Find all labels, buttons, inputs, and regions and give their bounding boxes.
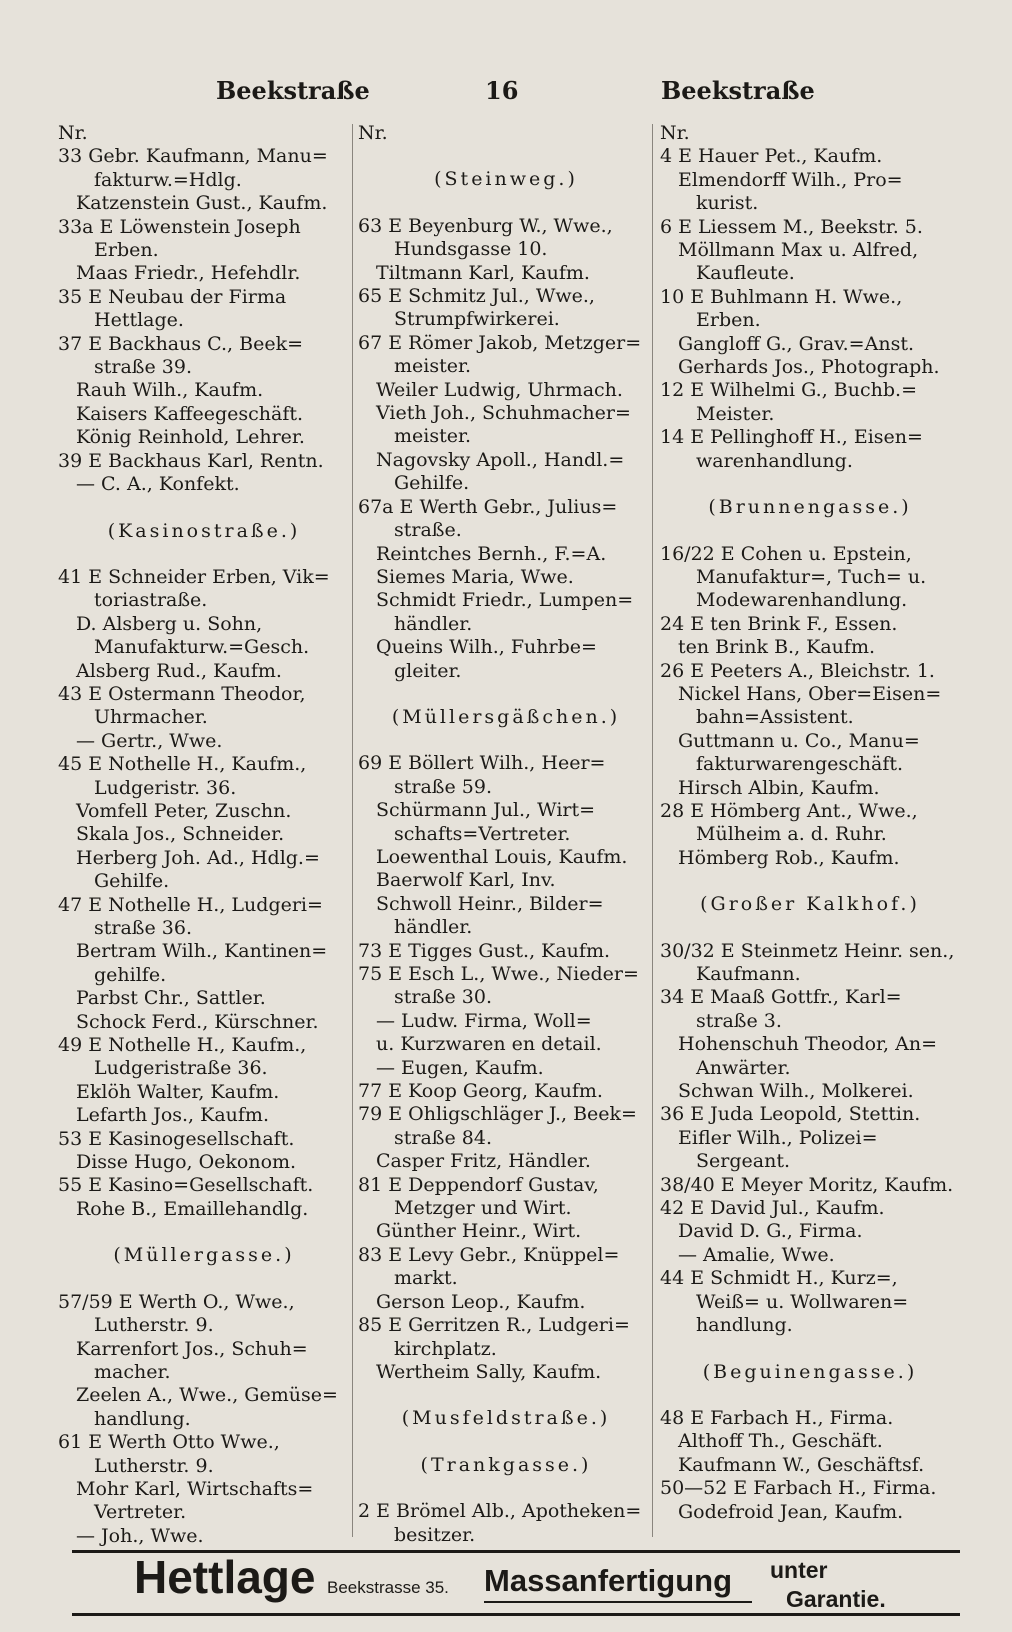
directory-line: Nagovsky Apoll., Handl.= bbox=[376, 448, 625, 471]
directory-line: 37 E Backhaus C., Beek= bbox=[58, 332, 304, 355]
directory-line: 33 Gebr. Kaufmann, Manu= bbox=[58, 145, 328, 168]
directory-line: ten Brink B., Kaufm. bbox=[678, 636, 875, 659]
directory-line: handlung. bbox=[696, 1314, 793, 1337]
directory-line: — Ludw. Firma, Woll= bbox=[376, 1009, 592, 1032]
section-heading: (Musfeldstraße.) bbox=[401, 1407, 611, 1430]
directory-line: Modewarenhandlung. bbox=[696, 589, 908, 612]
directory-line: — Eugen, Kaufm. bbox=[376, 1056, 544, 1079]
directory-line: Weiler Ludwig, Uhrmach. bbox=[376, 378, 623, 401]
directory-line: 55 E Kasino=Gesellschaft. bbox=[58, 1174, 314, 1197]
directory-line: Guttmann u. Co., Manu= bbox=[678, 729, 920, 752]
ad-service: Massanfertigung bbox=[484, 1563, 733, 1598]
directory-line: Mülheim a. d. Ruhr. bbox=[696, 823, 887, 846]
directory-line: 57/59 E Werth O., Wwe., bbox=[58, 1290, 295, 1313]
directory-line: meister. bbox=[394, 355, 472, 378]
directory-line: Zeelen A., Wwe., Gemüse= bbox=[76, 1384, 338, 1407]
directory-line: 6 E Liessem M., Beekstr. 5. bbox=[660, 215, 923, 238]
directory-line: Lefarth Jos., Kaufm. bbox=[76, 1104, 269, 1127]
directory-line: 63 E Beyenburg W., Wwe., bbox=[358, 214, 613, 237]
directory-line: 81 E Deppendorf Gustav, bbox=[358, 1173, 599, 1196]
directory-line: 16/22 E Cohen u. Epstein, bbox=[660, 542, 912, 565]
column-number-label: Nr. bbox=[58, 122, 88, 144]
directory-line: 47 E Nothelle H., Ludgeri= bbox=[58, 893, 323, 916]
directory-line: Parbst Chr., Sattler. bbox=[76, 987, 266, 1010]
directory-line: Möllmann Max u. Alfred, bbox=[678, 239, 919, 262]
directory-line: Schmidt Friedr., Lumpen= bbox=[376, 589, 634, 612]
directory-line: Uhrmacher. bbox=[94, 706, 208, 729]
spacer bbox=[58, 1221, 350, 1244]
directory-line: gleiter. bbox=[394, 659, 462, 682]
directory-line: 36 E Juda Leopold, Stettin. bbox=[660, 1103, 921, 1126]
directory-line: straße 84. bbox=[394, 1126, 492, 1149]
directory-line: händler. bbox=[394, 612, 473, 635]
directory-line: 43 E Ostermann Theodor, bbox=[58, 682, 306, 705]
directory-line: 69 E Böllert Wilh., Heer= bbox=[358, 752, 606, 775]
directory-line: Gangloff G., Grav.=Anst. bbox=[678, 332, 914, 355]
directory-line: Schwoll Heinr., Bilder= bbox=[376, 892, 604, 915]
directory-line: Siemes Maria, Wwe. bbox=[376, 565, 574, 588]
spacer bbox=[58, 497, 350, 520]
directory-line: 75 E Esch L., Wwe., Nieder= bbox=[358, 963, 639, 985]
directory-line: 77 E Koop Georg, Kaufm. bbox=[358, 1080, 603, 1103]
directory-line: 28 E Hömberg Ant., Wwe., bbox=[660, 799, 918, 822]
directory-line: Erben. bbox=[696, 309, 761, 332]
directory-line: 34 E Maaß Gottfr., Karl= bbox=[660, 986, 902, 1009]
directory-line: Herberg Joh. Ad., Hdlg.= bbox=[76, 846, 320, 869]
spacer bbox=[660, 520, 960, 543]
directory-line: Casper Fritz, Händler. bbox=[376, 1150, 591, 1173]
directory-line: Vomfell Peter, Zuschn. bbox=[76, 799, 292, 822]
ad-under-text: unter bbox=[770, 1557, 828, 1583]
section-heading: (Kasinostraße.) bbox=[107, 519, 301, 542]
spacer bbox=[358, 1384, 654, 1407]
directory-line: 4 E Hauer Pet., Kaufm. bbox=[660, 145, 883, 168]
directory-line: meister. bbox=[394, 425, 472, 448]
column-number-label: Nr. bbox=[660, 122, 690, 144]
directory-line: Disse Hugo, Oekonom. bbox=[76, 1151, 297, 1174]
directory-line: Vertreter. bbox=[94, 1501, 187, 1524]
directory-line: Kaufmann. bbox=[696, 963, 801, 985]
directory-line: markt. bbox=[394, 1267, 458, 1290]
directory-line: straße 30. bbox=[394, 986, 492, 1009]
spacer bbox=[660, 473, 960, 496]
spacer bbox=[660, 917, 960, 940]
directory-line: 39 E Backhaus Karl, Rentn. bbox=[58, 449, 324, 472]
directory-line: Hundsgasse 10. bbox=[394, 238, 548, 261]
directory-line: Tiltmann Karl, Kaufm. bbox=[376, 261, 590, 284]
directory-line: Manufaktur=, Tuch= u. bbox=[696, 565, 927, 588]
directory-line: Erben. bbox=[94, 239, 159, 262]
directory-line: König Reinhold, Lehrer. bbox=[76, 426, 305, 449]
directory-line: Maas Friedr., Hefehdlr. bbox=[76, 262, 301, 285]
directory-line: 10 E Buhlmann H. Wwe., bbox=[660, 285, 903, 308]
column-left bbox=[58, 122, 350, 1548]
spacer bbox=[358, 683, 654, 706]
directory-line: schafts=Vertreter. bbox=[394, 822, 571, 845]
section-heading: (Trankgasse.) bbox=[420, 1453, 592, 1476]
directory-line: Godefroid Jean, Kaufm. bbox=[678, 1500, 904, 1523]
directory-line: Queins Wilh., Fuhrbe= bbox=[376, 636, 597, 659]
directory-line: 83 E Levy Gebr., Knüppel= bbox=[358, 1243, 620, 1266]
directory-line: 26 E Peeters A., Bleichstr. 1. bbox=[660, 659, 935, 682]
directory-line: Elmendorff Wilh., Pro= bbox=[678, 168, 903, 191]
directory-line: 35 E Neubau der Firma bbox=[58, 285, 287, 308]
directory-line: — C. A., Konfekt. bbox=[76, 473, 240, 496]
directory-line: fakturwarengeschäft. bbox=[696, 753, 904, 776]
ad-guarantee-text: Garantie. bbox=[786, 1586, 886, 1612]
directory-line: — Gertr., Wwe. bbox=[76, 729, 223, 752]
ad-underline bbox=[484, 1601, 752, 1603]
section-heading: (Beguinengasse.) bbox=[702, 1360, 918, 1383]
spacer bbox=[660, 1338, 960, 1361]
directory-line: toriastraße. bbox=[94, 589, 208, 612]
directory-line: bahn=Assistent. bbox=[696, 706, 854, 729]
directory-line: 67a E Werth Gebr., Julius= bbox=[358, 495, 618, 518]
directory-line: Mohr Karl, Wirtschafts= bbox=[76, 1477, 314, 1500]
directory-line: D. Alsberg u. Sohn, bbox=[76, 612, 263, 635]
directory-line: 50—52 E Farbach H., Firma. bbox=[660, 1477, 937, 1500]
directory-line: straße 36. bbox=[94, 917, 192, 939]
directory-line: Eklöh Walter, Kaufm. bbox=[76, 1080, 280, 1103]
directory-line: 2 E Brömel Alb., Apotheken= bbox=[358, 1500, 642, 1523]
directory-line: Hirsch Albin, Kaufm. bbox=[678, 776, 880, 799]
directory-line: 48 E Farbach H., Firma. bbox=[660, 1406, 894, 1429]
section-heading: (Großer Kalkhof.) bbox=[700, 893, 920, 916]
directory-line: Gerson Leop., Kaufm. bbox=[376, 1290, 586, 1313]
directory-line: Karrenfort Jos., Schuh= bbox=[76, 1337, 308, 1360]
spacer bbox=[660, 870, 960, 893]
directory-line: Ludgeristr. 36. bbox=[94, 776, 237, 799]
directory-line: straße 3. bbox=[696, 1009, 782, 1032]
column-middle bbox=[358, 122, 654, 1547]
directory-line: 38/40 E Meyer Moritz, Kaufm. bbox=[660, 1173, 954, 1196]
directory-line: straße 59. bbox=[394, 775, 492, 798]
directory-line: Wertheim Sally, Kaufm. bbox=[376, 1360, 602, 1383]
section-heading: (Steinweg.) bbox=[434, 168, 578, 191]
section-heading: (Müllergasse.) bbox=[113, 1244, 295, 1267]
directory-line: Hettlage. bbox=[94, 309, 184, 332]
directory-line: 53 E Kasinogesellschaft. bbox=[58, 1127, 295, 1150]
directory-line: Althoff Th., Geschäft. bbox=[678, 1430, 883, 1453]
directory-line: Gehilfe. bbox=[394, 472, 470, 495]
spacer bbox=[358, 1431, 654, 1454]
directory-line: Lutherstr. 9. bbox=[94, 1454, 214, 1477]
directory-line: David D. G., Firma. bbox=[678, 1220, 863, 1243]
header-right-street: Beekstraße bbox=[661, 76, 815, 105]
directory-line: fakturw.=Hdlg. bbox=[94, 168, 242, 191]
footer-rule-bottom bbox=[72, 1613, 960, 1616]
column-number-label: Nr. bbox=[358, 122, 388, 144]
spacer bbox=[358, 1477, 654, 1500]
directory-line: straße 39. bbox=[94, 356, 192, 379]
directory-line: handlung. bbox=[94, 1407, 191, 1430]
spacer bbox=[358, 145, 654, 168]
directory-line: Schürmann Jul., Wirt= bbox=[376, 799, 596, 822]
directory-line: Weiß= u. Wollwaren= bbox=[696, 1290, 909, 1313]
column-right bbox=[660, 122, 960, 1524]
directory-line: 49 E Nothelle H., Kaufm., bbox=[58, 1034, 307, 1057]
directory-line: kirchplatz. bbox=[394, 1337, 497, 1360]
spacer bbox=[660, 1384, 960, 1407]
spacer bbox=[358, 192, 654, 215]
directory-line: Ludgeristraße 36. bbox=[94, 1057, 268, 1080]
directory-line: 42 E David Jul., Kaufm. bbox=[660, 1197, 885, 1220]
directory-line: Schwan Wilh., Molkerei. bbox=[678, 1080, 914, 1103]
directory-line: Meister. bbox=[696, 402, 775, 425]
directory-line: Bertram Wilh., Kantinen= bbox=[76, 940, 328, 963]
directory-line: Metzger und Wirt. bbox=[394, 1197, 572, 1220]
directory-line: besitzer. bbox=[394, 1523, 476, 1546]
directory-line: 12 E Wilhelmi G., Buchb.= bbox=[660, 379, 917, 402]
directory-line: Schock Ferd., Kürschner. bbox=[76, 1010, 319, 1033]
directory-line: 61 E Werth Otto Wwe., bbox=[58, 1431, 280, 1454]
directory-line: Kaisers Kaffeegeschäft. bbox=[76, 402, 304, 425]
directory-line: Kaufleute. bbox=[696, 262, 795, 285]
spacer bbox=[58, 1268, 350, 1291]
directory-line: Kaufmann W., Geschäftsf. bbox=[678, 1453, 925, 1476]
directory-line: Nickel Hans, Ober=Eisen= bbox=[678, 682, 942, 705]
directory-line: Katzenstein Gust., Kaufm. bbox=[76, 192, 328, 215]
directory-line: händler. bbox=[394, 916, 473, 939]
directory-line: Gehilfe. bbox=[94, 870, 170, 893]
directory-line: 85 E Gerritzen R., Ludgeri= bbox=[358, 1314, 630, 1337]
directory-line: 30/32 E Steinmetz Heinr. sen., bbox=[660, 939, 955, 962]
directory-line: 65 E Schmitz Jul., Wwe., bbox=[358, 285, 595, 308]
directory-line: 67 E Römer Jakob, Metzger= bbox=[358, 331, 642, 354]
directory-line: — Joh., Wwe. bbox=[76, 1524, 204, 1547]
directory-line: 44 E Schmidt H., Kurz=, bbox=[660, 1267, 898, 1290]
directory-line: 79 E Ohligschläger J., Beek= bbox=[358, 1103, 637, 1126]
directory-line: Günther Heinr., Wirt. bbox=[376, 1220, 582, 1243]
directory-line: 24 E ten Brink F., Essen. bbox=[660, 612, 898, 635]
section-heading: (Müllersgäßchen.) bbox=[391, 705, 621, 728]
directory-line: u. Kurzwaren en detail. bbox=[376, 1033, 602, 1056]
directory-line: Skala Jos., Schneider. bbox=[76, 823, 285, 846]
directory-line: Anwärter. bbox=[696, 1056, 791, 1079]
directory-line: Rauh Wilh., Kaufm. bbox=[76, 379, 264, 402]
directory-line: Vieth Joh., Schuhmacher= bbox=[376, 402, 631, 425]
page-number: 16 bbox=[485, 76, 519, 105]
directory-line: 73 E Tigges Gust., Kaufm. bbox=[358, 939, 611, 962]
directory-line: Loewenthal Louis, Kaufm. bbox=[376, 845, 628, 868]
directory-line: Alsberg Rud., Kaufm. bbox=[76, 659, 282, 682]
directory-line: — Amalie, Wwe. bbox=[678, 1243, 835, 1266]
directory-line: Manufakturw.=Gesch. bbox=[94, 636, 310, 659]
directory-line: Baerwolf Karl, Inv. bbox=[376, 869, 556, 892]
directory-line: straße. bbox=[394, 519, 462, 542]
directory-line: Lutherstr. 9. bbox=[94, 1314, 214, 1337]
directory-line: Hömberg Rob., Kaufm. bbox=[678, 846, 900, 869]
column-divider bbox=[352, 124, 353, 1537]
header-left-street: Beekstraße bbox=[216, 76, 370, 105]
ad-address: Beekstrasse 35. bbox=[327, 1578, 449, 1597]
directory-line: Reintches Bernh., F.=A. bbox=[376, 542, 607, 565]
section-heading: (Brunnengasse.) bbox=[708, 496, 912, 519]
directory-line: macher. bbox=[94, 1360, 171, 1383]
directory-line: Strumpfwirkerei. bbox=[394, 308, 560, 331]
spacer bbox=[358, 729, 654, 752]
directory-line: kurist. bbox=[696, 192, 759, 215]
directory-line: Rohe B., Emaillehandlg. bbox=[76, 1197, 309, 1220]
directory-line: Sergeant. bbox=[696, 1150, 790, 1173]
directory-line: Gerhards Jos., Photograph. bbox=[678, 356, 940, 379]
ad-company-name: Hettlage bbox=[134, 1551, 316, 1603]
directory-line: 14 E Pellinghoff H., Eisen= bbox=[660, 426, 923, 449]
directory-line: 33a E Löwenstein Joseph bbox=[58, 215, 301, 238]
directory-line: warenhandlung. bbox=[696, 449, 853, 472]
directory-line: gehilfe. bbox=[94, 963, 167, 986]
directory-line: Eifler Wilh., Polizei= bbox=[678, 1126, 878, 1149]
directory-line: 45 E Nothelle H., Kaufm., bbox=[58, 753, 307, 776]
directory-line: 41 E Schneider Erben, Vik= bbox=[58, 565, 330, 588]
directory-line: Hohenschuh Theodor, An= bbox=[678, 1033, 938, 1056]
spacer bbox=[58, 543, 350, 566]
